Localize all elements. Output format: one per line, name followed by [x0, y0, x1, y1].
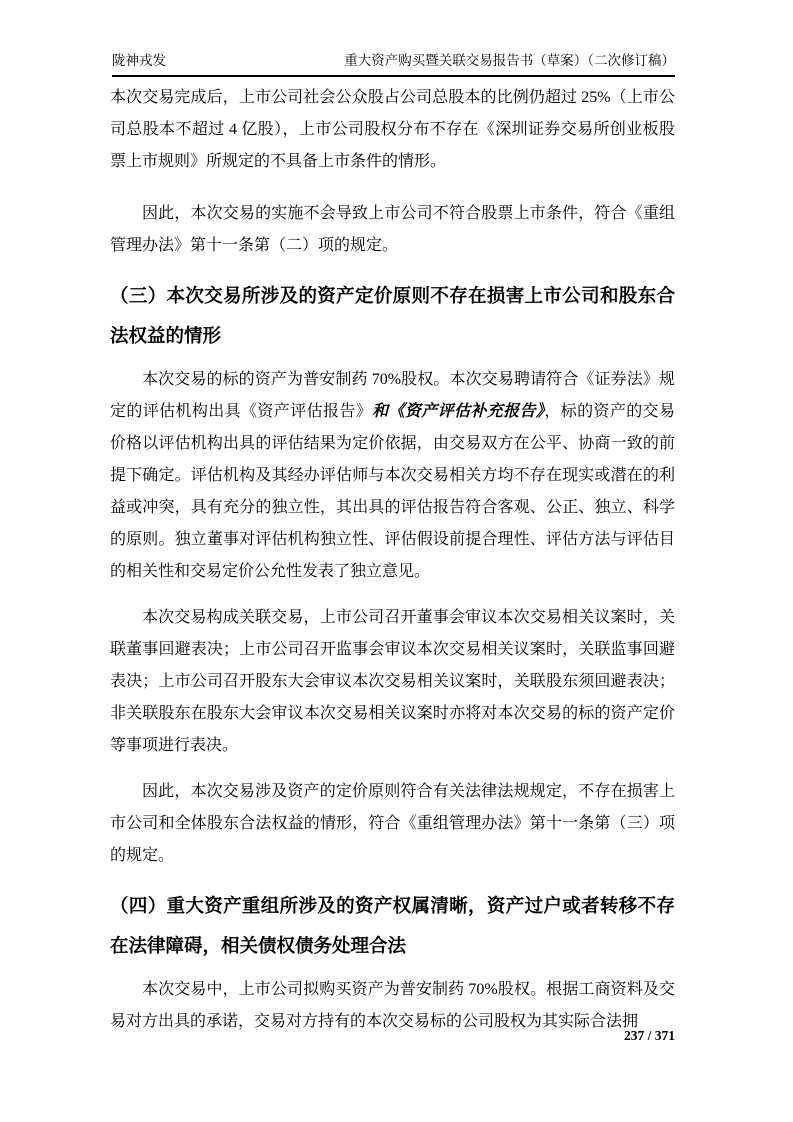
paragraph-asset-pricing [110, 364, 675, 588]
paragraph-asset-pricing-rest: ，标的资产的交易价格以评估机构出具的评估结果为定价依据，由交易双方在公平、协商一致的前提下确定。评估机构及其经办评估师与本次交易相关方均不存在现实或潜在的利益或冲突，具有充分的独立性，其出具的评估报告符合客观、公正、独立、科学的原则。独立董事对评估机构独立性、评估假设前提合理性、评估方法与评估目的相关性和交易定价公允性发表了独立意见。 [110, 403, 675, 580]
section-heading-four: （四）重大资产重组所涉及的资产权属清晰，资产过户或者转移不存在法律障碍，相关债权债务处理合法 [110, 895, 675, 956]
section-heading-three: （三）本次交易所涉及的资产定价原则不存在损害上市公司和股东合法权益的情形 [110, 285, 675, 346]
page-number: 237 / 371 [623, 1028, 675, 1043]
header-company-name: 陇神戎发 [112, 53, 166, 68]
header-report-title: 重大资产购买暨关联交易报告书（草案）（二次修订稿） [344, 53, 675, 68]
paragraph-asset-pricing-lead: 本次交易的标的资产为普安制药 70%股权。本次交易聘请符合《证券法》规定的评估机构出具《资产评估报告》 [110, 371, 675, 420]
paragraph-listing-condition: 本次交易完成后，上市公司社会公众股占公司总股本的比例仍超过 25%（上市公司总股本不超过 4 亿股），上市公司股权分布不存在《深圳证券交易所创业板股票上市规则》所规定的不具备上市条件的情形。 [110, 89, 675, 170]
paragraph-conclusion-item-three: 因此，本次交易涉及资产的定价原则符合有关法律法规规定，不存在损害上市公司和全体股东合法权益的情形，符合《重组管理办法》第十一条第（三）项的规定。 [110, 783, 675, 864]
paragraph-related-transaction-voting: 本次交易构成关联交易，上市公司召开董事会审议本次交易相关议案时，关联董事回避表决；上市公司召开监事会审议本次交易相关议案时，关联监事回避表决；上市公司召开股东大会审议本次交易相关议案时，关联股东须回避表决；非关联股东在股东大会审议本次交易相关议案时亦将对本次交易的标的资产定价等事项进行表决。 [110, 609, 675, 754]
paragraph-asset-ownership: 本次交易中，上市公司拟购买资产为普安制药 70%股权。根据工商资料及交易对方出具的承诺，交易对方持有的本次交易标的公司股权为其实际合法拥 [110, 981, 675, 1030]
paragraph-conclusion-item-two: 因此，本次交易的实施不会导致上市公司不符合股票上市条件，符合《重组管理办法》第十一条第（二）项的规定。 [110, 205, 675, 254]
document-body [110, 82, 675, 1052]
page-header [112, 52, 675, 77]
paragraph-asset-pricing-bold-report: 和《资产评估补充报告》 [372, 403, 545, 420]
